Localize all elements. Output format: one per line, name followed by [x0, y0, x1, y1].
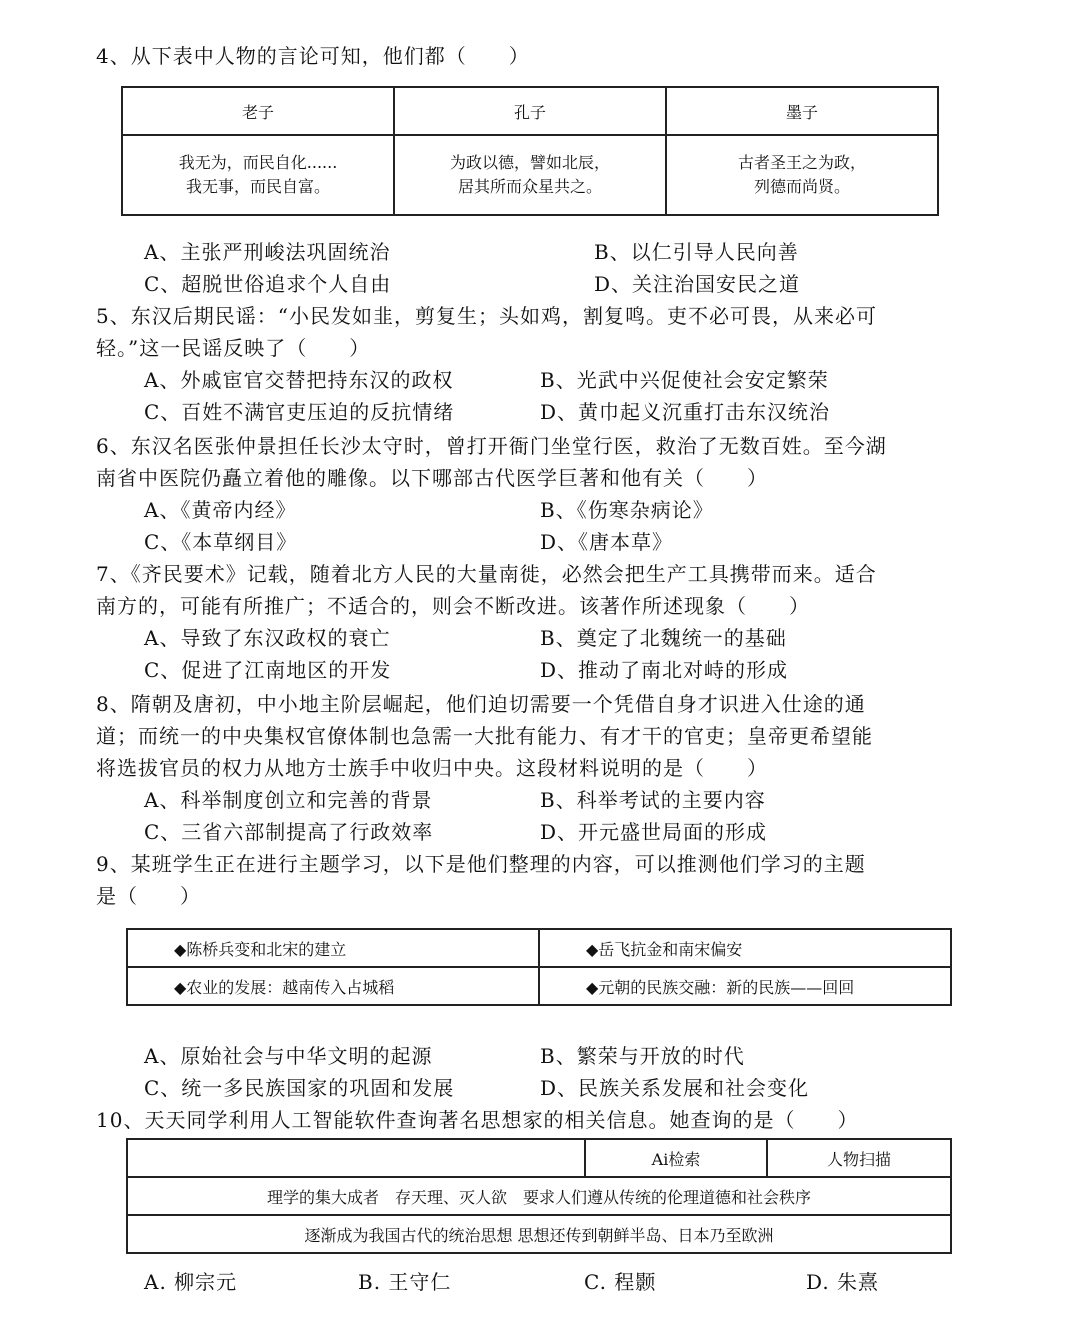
q10-header-ai-search: Ai检索 — [585, 1139, 767, 1177]
q10-row1: 理学的集大成者 存天理、灭人欲 要求人们遵从传统的伦理道德和社会秩序 — [127, 1177, 951, 1215]
q8-option-b[interactable]: B、科举考试的主要内容 — [540, 788, 766, 812]
q4-header-kongzi: 孔子 — [394, 87, 666, 135]
q4-table — [121, 86, 939, 216]
q10-row2: 逐渐成为我国古代的统治思想 思想还传到朝鲜半岛、日本乃至欧洲 — [127, 1215, 951, 1253]
q10-option-a[interactable]: A. 柳宗元 — [144, 1270, 238, 1294]
q9-option-c[interactable]: C、统一多民族国家的巩固和发展 — [144, 1076, 455, 1100]
q10-header-blank — [127, 1139, 585, 1177]
q5-option-a[interactable]: A、外戚宦官交替把持东汉的政权 — [144, 368, 454, 392]
q9-stem-line2: 是（ ） — [96, 884, 201, 908]
q5-option-c[interactable]: C、百姓不满官吏压迫的反抗情绪 — [144, 400, 455, 424]
q6-option-a[interactable]: A、《黄帝内经》 — [144, 498, 297, 522]
q5-stem-line2: 轻。”这一民谣反映了（ ） — [96, 336, 371, 360]
q10-option-d[interactable]: D. 朱熹 — [806, 1270, 880, 1294]
q8-stem-line2: 道；而统一的中央集权官僚体制也急需一大批有能力、有才干的官吏；皇帝更希望能 — [96, 724, 873, 748]
q4-cell-kongzi-line1: 为政以德，譬如北辰， — [450, 153, 611, 172]
q4-option-a[interactable]: A、主张严刑峻法巩固统治 — [144, 240, 391, 264]
q8-stem-line1: 8、隋朝及唐初，中小地主阶层崛起，他们迫切需要一个凭借自身才识进入仕途的通 — [96, 692, 866, 716]
q7-stem-line1: 7、《齐民要术》记载，随着北方人民的大量南徙，必然会把生产工具携带而来。适合 — [96, 562, 877, 586]
q9-table — [126, 928, 952, 1006]
q9-cell-2: ◆岳飞抗金和南宋偏安 — [539, 929, 951, 967]
q10-table — [126, 1138, 952, 1254]
q9-cell-3: ◆农业的发展：越南传入占城稻 — [127, 967, 539, 1005]
q4-option-d[interactable]: D、关注治国安民之道 — [594, 272, 801, 296]
q9-stem-line1: 9、某班学生正在进行主题学习，以下是他们整理的内容，可以推测他们学习的主题 — [96, 852, 866, 876]
q10-option-b[interactable]: B. 王守仁 — [358, 1270, 452, 1294]
q10-header-person-scan: 人物扫描 — [767, 1139, 951, 1177]
q6-option-c[interactable]: C、《本草纲目》 — [144, 530, 298, 554]
q7-stem-line2: 南方的，可能有所推广；不适合的，则会不断改进。该著作所述现象（ ） — [96, 594, 810, 618]
q4-cell-laozi — [122, 135, 394, 215]
q9-cell-1: ◆陈桥兵变和北宋的建立 — [127, 929, 539, 967]
q6-stem-line1: 6、东汉名医张仲景担任长沙太守时，曾打开衙门坐堂行医，救治了无数百姓。至今湖 — [96, 434, 887, 458]
q6-option-b[interactable]: B、《伤寒杂病论》 — [540, 498, 714, 522]
q4-cell-mozi-line2: 列德而尚贤。 — [754, 177, 851, 196]
q5-option-b[interactable]: B、光武中兴促使社会安定繁荣 — [540, 368, 829, 392]
q9-option-d[interactable]: D、民族关系发展和社会变化 — [540, 1076, 810, 1100]
q5-option-d[interactable]: D、黄巾起义沉重打击东汉统治 — [540, 400, 831, 424]
q8-option-c[interactable]: C、三省六部制提高了行政效率 — [144, 820, 434, 844]
q10-option-c[interactable]: C. 程颢 — [584, 1270, 657, 1294]
q4-cell-kongzi — [394, 135, 666, 215]
q8-option-d[interactable]: D、开元盛世局面的形成 — [540, 820, 768, 844]
q7-option-c[interactable]: C、促进了江南地区的开发 — [144, 658, 392, 682]
q4-cell-laozi-line1: 我无为，而民自化...... — [178, 153, 338, 172]
q4-cell-mozi-line1: 古者圣王之为政， — [738, 153, 867, 172]
q4-stem: 4、从下表中人物的言论可知，他们都（ ） — [96, 44, 530, 68]
q8-stem-line3: 将选拔官员的权力从地方士族手中收归中央。这段材料说明的是（ ） — [96, 756, 768, 780]
q4-header-laozi: 老子 — [122, 87, 394, 135]
q9-cell-4: ◆元朝的民族交融：新的民族——回回 — [539, 967, 951, 1005]
q6-stem-line2: 南省中医院仍矗立着他的雕像。以下哪部古代医学巨著和他有关（ ） — [96, 466, 768, 490]
q7-option-b[interactable]: B、奠定了北魏统一的基础 — [540, 626, 787, 650]
q10-stem: 10、天天同学利用人工智能软件查询著名思想家的相关信息。她查询的是（ ） — [96, 1108, 859, 1132]
q9-option-a[interactable]: A、原始社会与中华文明的起源 — [144, 1044, 433, 1068]
q4-option-c[interactable]: C、超脱世俗追求个人自由 — [144, 272, 392, 296]
q8-option-a[interactable]: A、科举制度创立和完善的背景 — [144, 788, 433, 812]
q4-cell-mozi — [666, 135, 938, 215]
q5-stem-line1: 5、东汉后期民谣：“小民发如韭，剪复生；头如鸡，割复鸣。吏不必可畏，从来必可 — [96, 304, 877, 328]
q4-cell-kongzi-line2: 居其所而众星共之。 — [458, 177, 603, 196]
q4-cell-laozi-line2: 我无事，而民自富。 — [186, 177, 331, 196]
q7-option-a[interactable]: A、导致了东汉政权的衰亡 — [144, 626, 391, 650]
q6-option-d[interactable]: D、《唐本草》 — [540, 530, 674, 554]
q4-option-b[interactable]: B、以仁引导人民向善 — [594, 240, 799, 264]
q9-option-b[interactable]: B、繁荣与开放的时代 — [540, 1044, 745, 1068]
q4-header-mozi: 墨子 — [666, 87, 938, 135]
q7-option-d[interactable]: D、推动了南北对峙的形成 — [540, 658, 789, 682]
